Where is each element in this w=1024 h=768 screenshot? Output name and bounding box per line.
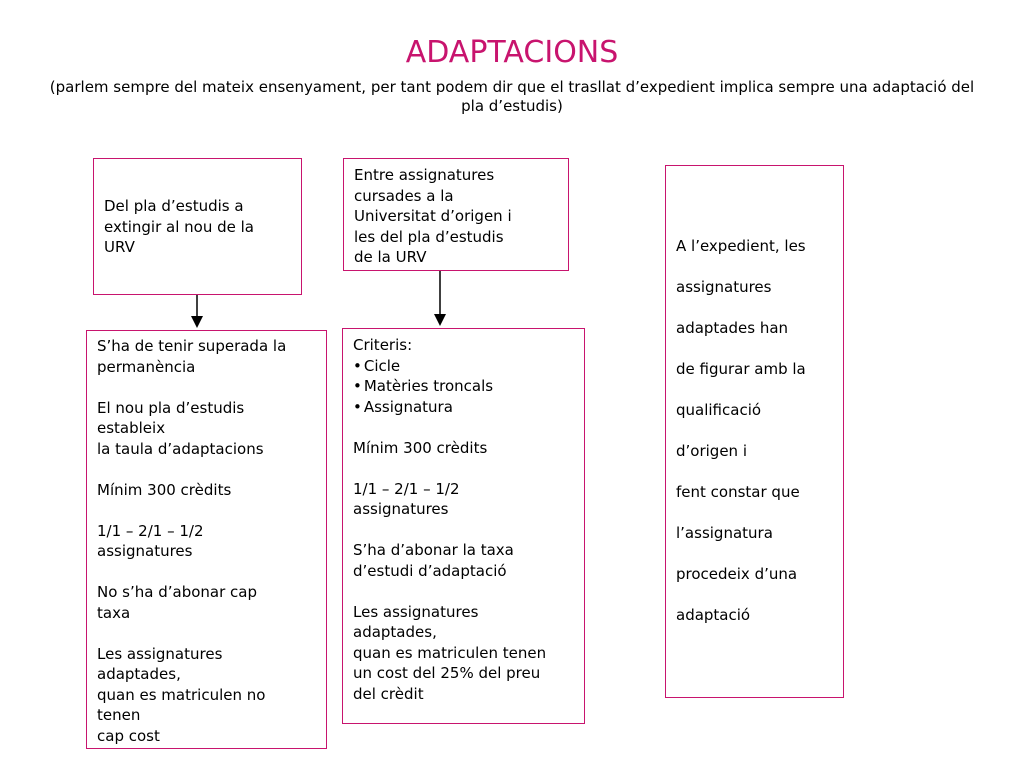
box-text-line: l’assignatura bbox=[676, 524, 773, 542]
box-text-line: un cost del 25% del preu bbox=[353, 664, 541, 682]
bullet-text: Cicle bbox=[363, 356, 401, 375]
box-text-line: No s’ha d’abonar cap bbox=[97, 583, 257, 601]
box-text-line: El nou pla d’estudis bbox=[97, 398, 245, 417]
box-text-line: la taula d’adaptacions bbox=[97, 439, 264, 458]
box-text-line: 1/1 – 2/1 – 1/2 bbox=[353, 479, 460, 498]
box-expedient bbox=[665, 165, 844, 698]
box-text-line: procedeix d’una bbox=[676, 565, 798, 583]
box-text-line: fent constar que bbox=[676, 483, 800, 501]
box-text-line: assignatures bbox=[97, 542, 193, 560]
box-text-line: d’origen i bbox=[676, 442, 747, 460]
box-text-line: d’estudi d’adaptació bbox=[353, 561, 507, 580]
box-text-line: adaptades, bbox=[353, 623, 437, 641]
criteris-heading: Criteris: bbox=[353, 336, 413, 354]
box-text-line: de figurar amb la bbox=[676, 360, 806, 378]
box-text-line: S’ha de tenir superada la bbox=[97, 337, 287, 355]
box-universitat-origen bbox=[343, 158, 569, 271]
box-text-line: cursades a la bbox=[354, 186, 454, 205]
box-text-line: quan es matriculen tenen bbox=[353, 643, 547, 662]
box-text-line: les del pla d’estudis bbox=[354, 227, 504, 246]
box-text-line: Les assignatures bbox=[353, 602, 479, 621]
box-pla-estudis bbox=[93, 158, 302, 295]
box-text-line: tenen bbox=[97, 706, 141, 724]
box-text-line: permanència bbox=[97, 357, 196, 376]
bullet-text: Assignatura bbox=[363, 397, 453, 416]
page-subtitle: (parlem sempre del mateix ensenyament, per tant podem dir que el trasllat d’expedient implica sempre una adaptació del pla d’estudis) bbox=[49, 78, 975, 115]
box-text-line: estableix bbox=[97, 419, 166, 437]
box-text-line: assignatures bbox=[676, 278, 772, 296]
box-text-line: Entre assignatures bbox=[354, 166, 495, 184]
box-text-line: 1/1 – 2/1 – 1/2 bbox=[97, 521, 204, 540]
bullet-item bbox=[353, 356, 574, 377]
box-text-line: adaptació bbox=[676, 606, 751, 624]
box-text-line: adaptades, bbox=[97, 665, 181, 683]
box-text-line: Les assignatures bbox=[97, 644, 223, 663]
box-text-line: Universitat d’origen i bbox=[354, 207, 512, 225]
box-requisits-urv bbox=[86, 330, 327, 749]
box-text-line: qualificació bbox=[676, 401, 762, 419]
bullet-item bbox=[353, 397, 574, 418]
bullet-item bbox=[353, 376, 574, 397]
box-text-line: adaptades han bbox=[676, 319, 789, 337]
box-text-line: URV bbox=[104, 238, 135, 256]
page-title: ADAPTACIONS bbox=[405, 35, 619, 70]
box-text-line: Mínim 300 crèdits bbox=[97, 480, 232, 499]
box-text-line: assignatures bbox=[353, 500, 449, 518]
box-text-line: de la URV bbox=[354, 248, 427, 266]
box-text-line: Del pla d’estudis a bbox=[104, 197, 244, 215]
box-text-line: del crèdit bbox=[353, 684, 424, 703]
box-text-line: taxa bbox=[97, 603, 131, 622]
box-text-line: Mínim 300 crèdits bbox=[353, 438, 488, 457]
box-text-line: A l’expedient, les bbox=[676, 237, 806, 255]
bullet-text: Matèries troncals bbox=[363, 377, 494, 395]
box-text-line: extingir al nou de la bbox=[104, 217, 254, 236]
box-criteris bbox=[342, 328, 585, 724]
box-text-line: cap cost bbox=[97, 726, 160, 745]
box-text-line: S’ha d’abonar la taxa bbox=[353, 541, 514, 559]
box-text-line: quan es matriculen no bbox=[97, 685, 266, 704]
